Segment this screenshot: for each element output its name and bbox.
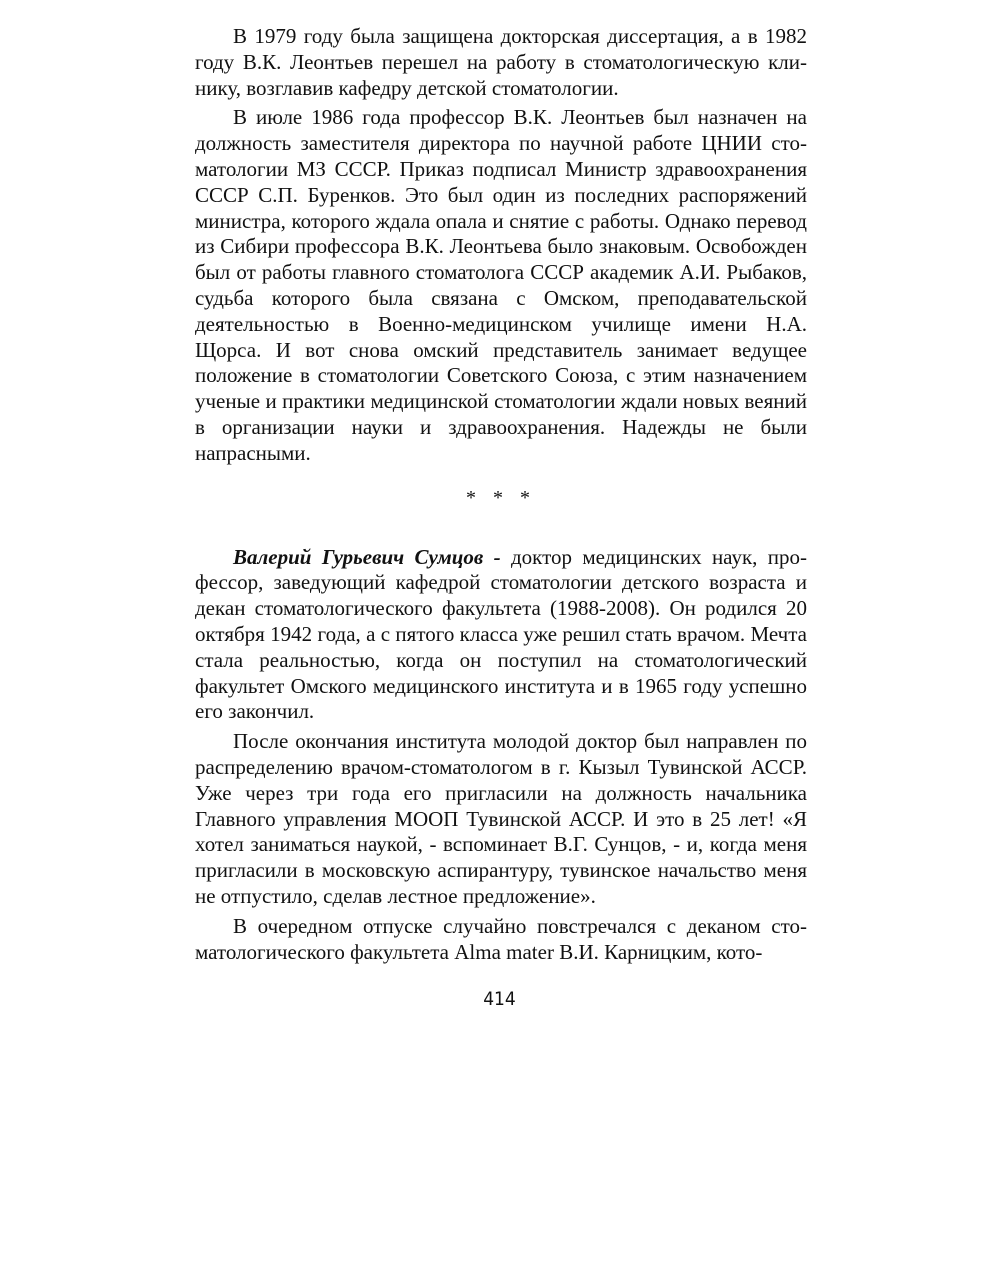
paragraph-dissertation: В 1979 году была защищена докторская диссертация, а в 1982 году В.К. Леонтьев перешел на работу в стоматологическую клинику, возглавив кафедру детской стоматологии. xyxy=(195,24,807,100)
biography-text: доктор медицинских наук, профессор, заведующий кафедрой стоматологии детского возраста и декан стоматологического факультета (1988-2008). Он родился 20 октября 1942 года, а с пятого класса уже решил стать врачом. Мечта стала реальностью, когда он поступил на стоматологический факультет Омского медицинского института и в 1965 году успешно его закончил. xyxy=(195,544,807,724)
page-number: 414 xyxy=(483,988,516,1010)
paragraph-appointment: В июле 1986 года профессор В.К. Леонтьев был назначен на должность заместителя директора по научной работе ЦНИИ стоматологии МЗ СССР. Приказ подписал Министр здравоохранения СССР С.П. Буренков. Это был один из последних распоряжений министра, которого ждала опала и снятие с работы. Однако перевод из Сибири профессора В.К. Леонтьева было знаковым. Освобожден был от работы главного стоматолога СССР академик А.И. Рыбаков, судьба которого была связана с Омском, преподавательской деятельностью в Военно-медицинском училище имени Н.А. Щорса. И вот снова омский представитель занимает ведущее положение в стоматологии Советского Союза, с этим назначением ученые и практики медицинской стоматологии ждали новых веяний в организации науки и здравоохранения. Надежды не были напрасными. xyxy=(195,105,807,465)
section-separator: * * * xyxy=(466,486,536,509)
paragraph-vacation: В очередном отпуске случайно повстречался с деканом стоматологического факультета Alma mater В.И. Карницким, кото- xyxy=(195,913,807,964)
page-text xyxy=(195,24,807,965)
paragraph-career: После окончания института молодой доктор был направлен по распределению врачом-стоматологом в г. Кызыл Тувинской АССР. Уже через три года его пригласили на должность начальника Главного управления МООП Тувинской АССР. И это в 25 лет! «Я хотел заниматься наукой, - вспоминает В.Г. Сунцов, - и, когда меня пригласили в московскую аспирантуру, тувинское начальство меня не отпустило, сделав лестное предложение». xyxy=(195,729,807,908)
paragraph-biography xyxy=(195,545,807,726)
author-name: Валерий Гурьевич Сумцов - xyxy=(233,544,501,569)
